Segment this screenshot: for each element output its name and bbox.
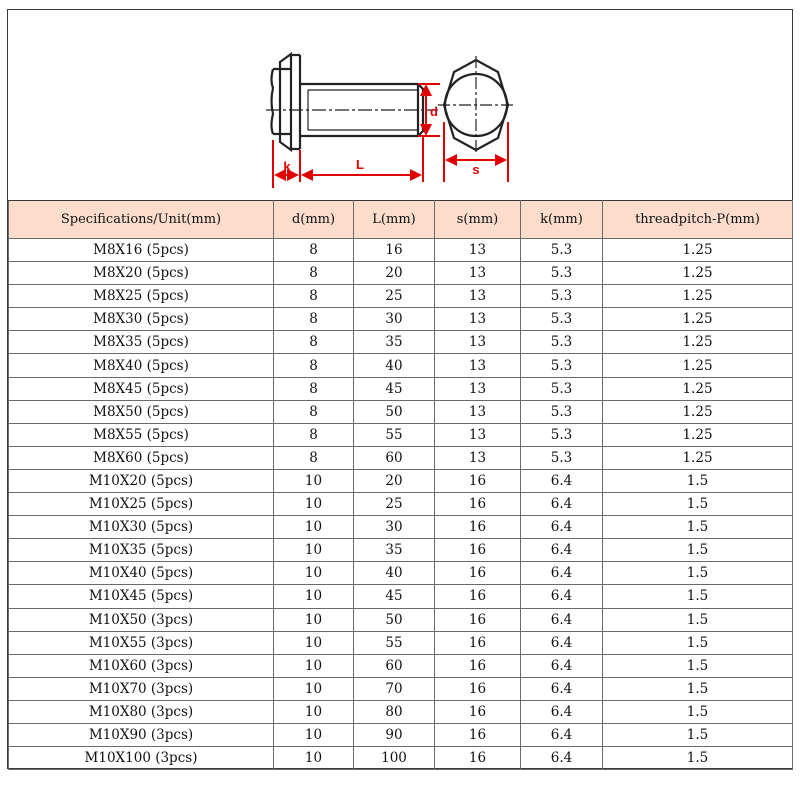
cell-k: 5.3	[521, 400, 603, 423]
cell-thread-pitch: 1.5	[603, 608, 793, 631]
cell-s: 16	[435, 562, 521, 585]
cell-d: 8	[274, 400, 354, 423]
cell-d: 10	[274, 516, 354, 539]
column-header-s: s(mm)	[435, 201, 521, 239]
cell-specification: M10X50 (3pcs)	[9, 608, 274, 631]
cell-specification: M8X30 (5pcs)	[9, 308, 274, 331]
cell-thread-pitch: 1.25	[603, 377, 793, 400]
cell-k: 6.4	[521, 677, 603, 700]
cell-specification: M10X70 (3pcs)	[9, 677, 274, 700]
cell-specification: M10X20 (5pcs)	[9, 469, 274, 492]
cell-specification: M8X55 (5pcs)	[9, 423, 274, 446]
bolt-side-view	[272, 54, 424, 150]
cell-s: 13	[435, 400, 521, 423]
cell-k: 5.3	[521, 262, 603, 285]
bolt-dimension-diagram	[8, 10, 792, 200]
cell-d: 10	[274, 608, 354, 631]
cell-l: 100	[354, 747, 435, 770]
table-row	[9, 677, 793, 700]
cell-d: 10	[274, 747, 354, 770]
cell-k: 6.4	[521, 469, 603, 492]
cell-l: 90	[354, 723, 435, 746]
cell-k: 6.4	[521, 654, 603, 677]
cell-l: 60	[354, 654, 435, 677]
cell-k: 6.4	[521, 539, 603, 562]
cell-l: 50	[354, 400, 435, 423]
cell-thread-pitch: 1.25	[603, 308, 793, 331]
cell-s: 13	[435, 239, 521, 262]
table-row	[9, 423, 793, 446]
cell-d: 10	[274, 723, 354, 746]
table-row	[9, 377, 793, 400]
cell-thread-pitch: 1.5	[603, 585, 793, 608]
cell-l: 30	[354, 308, 435, 331]
cell-s: 16	[435, 631, 521, 654]
cell-s: 16	[435, 677, 521, 700]
cell-specification: M8X45 (5pcs)	[9, 377, 274, 400]
cell-k: 6.4	[521, 562, 603, 585]
cell-specification: M8X25 (5pcs)	[9, 285, 274, 308]
cell-d: 8	[274, 377, 354, 400]
cell-thread-pitch: 1.5	[603, 654, 793, 677]
cell-thread-pitch: 1.5	[603, 723, 793, 746]
column-header-d: d(mm)	[274, 201, 354, 239]
cell-d: 10	[274, 700, 354, 723]
cell-k: 5.3	[521, 377, 603, 400]
cell-l: 40	[354, 562, 435, 585]
cell-l: 20	[354, 262, 435, 285]
column-header-k: k(mm)	[521, 201, 603, 239]
cell-s: 13	[435, 308, 521, 331]
cell-l: 25	[354, 285, 435, 308]
cell-l: 25	[354, 493, 435, 516]
table-row	[9, 585, 793, 608]
cell-thread-pitch: 1.5	[603, 469, 793, 492]
cell-s: 16	[435, 539, 521, 562]
cell-s: 13	[435, 423, 521, 446]
cell-s: 13	[435, 262, 521, 285]
column-header-thread-pitch: threadpitch-P(mm)	[603, 201, 793, 239]
bolt-drawing	[8, 10, 792, 200]
cell-specification: M10X60 (3pcs)	[9, 654, 274, 677]
cell-k: 5.3	[521, 331, 603, 354]
cell-l: 35	[354, 331, 435, 354]
dim-label-d: d	[430, 104, 438, 119]
cell-k: 6.4	[521, 585, 603, 608]
cell-specification: M8X16 (5pcs)	[9, 239, 274, 262]
cell-specification: M10X25 (5pcs)	[9, 493, 274, 516]
cell-k: 6.4	[521, 723, 603, 746]
cell-s: 13	[435, 285, 521, 308]
cell-thread-pitch: 1.25	[603, 400, 793, 423]
table-row	[9, 654, 793, 677]
cell-s: 13	[435, 446, 521, 469]
column-header-l: L(mm)	[354, 201, 435, 239]
cell-thread-pitch: 1.25	[603, 446, 793, 469]
cell-k: 5.3	[521, 308, 603, 331]
cell-thread-pitch: 1.25	[603, 239, 793, 262]
cell-thread-pitch: 1.25	[603, 262, 793, 285]
cell-d: 10	[274, 493, 354, 516]
cell-l: 45	[354, 585, 435, 608]
cell-d: 8	[274, 331, 354, 354]
table-row	[9, 262, 793, 285]
table-row	[9, 562, 793, 585]
table-row	[9, 631, 793, 654]
cell-s: 16	[435, 700, 521, 723]
cell-s: 16	[435, 723, 521, 746]
cell-d: 8	[274, 262, 354, 285]
cell-d: 8	[274, 285, 354, 308]
cell-d: 10	[274, 677, 354, 700]
cell-s: 16	[435, 654, 521, 677]
table-header-row	[9, 201, 793, 239]
table-row	[9, 700, 793, 723]
cell-specification: M10X45 (5pcs)	[9, 585, 274, 608]
cell-thread-pitch: 1.5	[603, 562, 793, 585]
cell-k: 6.4	[521, 493, 603, 516]
table-row	[9, 493, 793, 516]
cell-d: 10	[274, 631, 354, 654]
cell-specification: M10X90 (3pcs)	[9, 723, 274, 746]
cell-d: 10	[274, 469, 354, 492]
table-row	[9, 285, 793, 308]
cell-d: 8	[274, 308, 354, 331]
cell-specification: M10X35 (5pcs)	[9, 539, 274, 562]
cell-thread-pitch: 1.25	[603, 285, 793, 308]
cell-specification: M10X80 (3pcs)	[9, 700, 274, 723]
cell-thread-pitch: 1.5	[603, 677, 793, 700]
cell-s: 16	[435, 608, 521, 631]
cell-d: 10	[274, 539, 354, 562]
cell-l: 20	[354, 469, 435, 492]
cell-k: 5.3	[521, 354, 603, 377]
column-header-specification: Specifications/Unit(mm)	[9, 201, 274, 239]
cell-specification: M8X20 (5pcs)	[9, 262, 274, 285]
cell-k: 6.4	[521, 516, 603, 539]
cell-specification: M8X35 (5pcs)	[9, 331, 274, 354]
cell-k: 5.3	[521, 239, 603, 262]
cell-s: 13	[435, 331, 521, 354]
spec-sheet	[7, 9, 793, 769]
dim-label-k: k	[283, 159, 291, 174]
cell-thread-pitch: 1.5	[603, 516, 793, 539]
table-row	[9, 516, 793, 539]
cell-l: 40	[354, 354, 435, 377]
cell-l: 35	[354, 539, 435, 562]
cell-l: 16	[354, 239, 435, 262]
cell-specification: M10X40 (5pcs)	[9, 562, 274, 585]
cell-d: 8	[274, 423, 354, 446]
cell-thread-pitch: 1.25	[603, 423, 793, 446]
cell-s: 16	[435, 747, 521, 770]
dim-label-L: L	[356, 157, 364, 172]
cell-thread-pitch: 1.5	[603, 631, 793, 654]
cell-thread-pitch: 1.5	[603, 493, 793, 516]
cell-l: 50	[354, 608, 435, 631]
dim-label-s: s	[472, 162, 480, 177]
cell-specification: M8X40 (5pcs)	[9, 354, 274, 377]
spec-table	[8, 200, 793, 770]
cell-l: 60	[354, 446, 435, 469]
table-row	[9, 469, 793, 492]
cell-d: 8	[274, 446, 354, 469]
cell-d: 8	[274, 239, 354, 262]
cell-s: 16	[435, 493, 521, 516]
cell-specification: M10X100 (3pcs)	[9, 747, 274, 770]
table-row	[9, 239, 793, 262]
cell-k: 5.3	[521, 423, 603, 446]
cell-thread-pitch: 1.5	[603, 747, 793, 770]
table-row	[9, 354, 793, 377]
cell-thread-pitch: 1.25	[603, 354, 793, 377]
table-row	[9, 608, 793, 631]
cell-thread-pitch: 1.5	[603, 700, 793, 723]
table-row	[9, 308, 793, 331]
cell-l: 55	[354, 631, 435, 654]
cell-s: 13	[435, 354, 521, 377]
cell-specification: M8X60 (5pcs)	[9, 446, 274, 469]
table-row	[9, 539, 793, 562]
cell-l: 80	[354, 700, 435, 723]
table-row	[9, 400, 793, 423]
table-body	[9, 239, 793, 770]
table-row	[9, 331, 793, 354]
cell-d: 8	[274, 354, 354, 377]
table-row	[9, 446, 793, 469]
cell-k: 5.3	[521, 285, 603, 308]
cell-specification: M10X30 (5pcs)	[9, 516, 274, 539]
cell-s: 16	[435, 585, 521, 608]
cell-thread-pitch: 1.25	[603, 331, 793, 354]
bolt-end-view	[438, 56, 514, 154]
cell-d: 10	[274, 654, 354, 677]
cell-l: 30	[354, 516, 435, 539]
cell-l: 45	[354, 377, 435, 400]
cell-k: 6.4	[521, 700, 603, 723]
cell-specification: M8X50 (5pcs)	[9, 400, 274, 423]
cell-d: 10	[274, 585, 354, 608]
cell-k: 6.4	[521, 608, 603, 631]
cell-d: 10	[274, 562, 354, 585]
cell-k: 6.4	[521, 747, 603, 770]
cell-l: 55	[354, 423, 435, 446]
cell-s: 16	[435, 469, 521, 492]
table-row	[9, 747, 793, 770]
cell-thread-pitch: 1.5	[603, 539, 793, 562]
cell-k: 6.4	[521, 631, 603, 654]
cell-s: 13	[435, 377, 521, 400]
cell-specification: M10X55 (3pcs)	[9, 631, 274, 654]
cell-s: 16	[435, 516, 521, 539]
cell-k: 5.3	[521, 446, 603, 469]
table-row	[9, 723, 793, 746]
cell-l: 70	[354, 677, 435, 700]
